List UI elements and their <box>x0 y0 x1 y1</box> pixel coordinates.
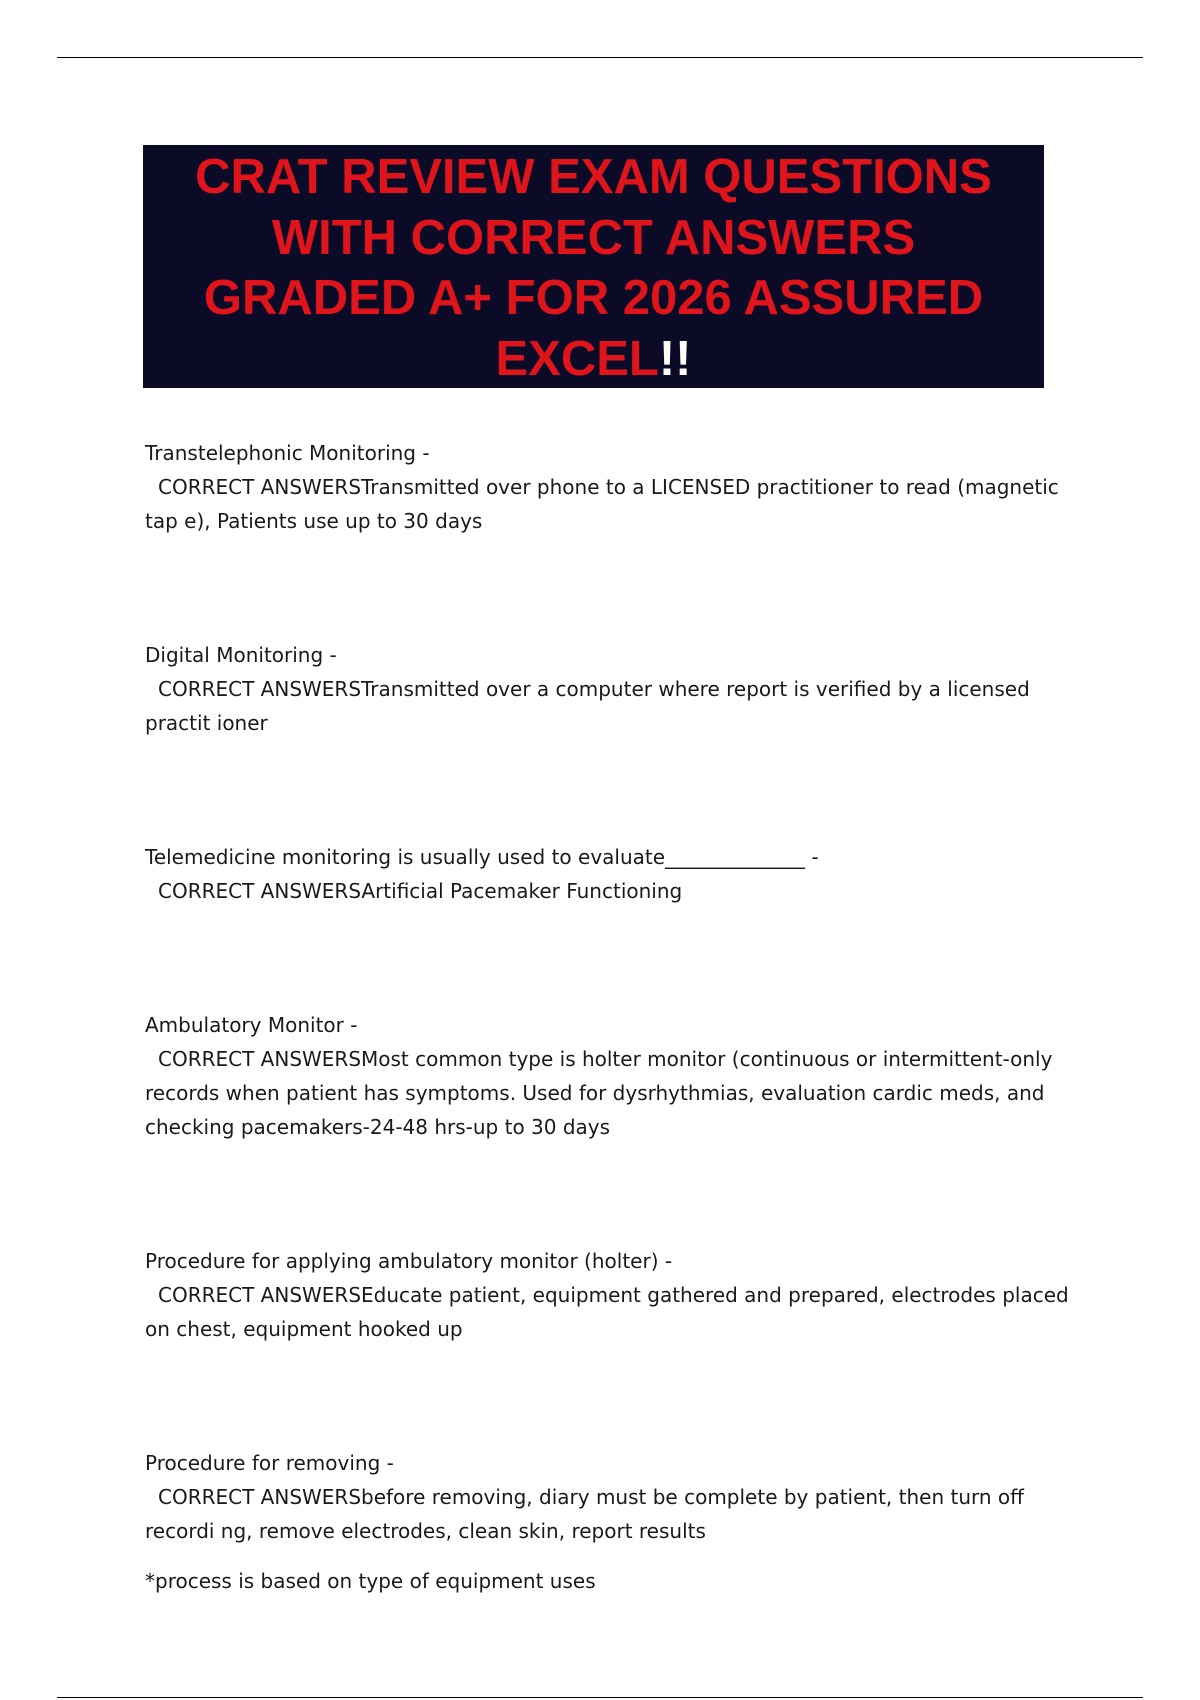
answer-text: CORRECT ANSWERSbefore removing, diary must be complete by patient, then turn off recordi ng, remove electrodes, clean skin, report results <box>145 1485 1024 1543</box>
title-line-4-text: EXCEL <box>495 331 659 386</box>
qa-item <box>145 1244 1090 1346</box>
qa-item <box>145 436 1090 538</box>
question-text: Digital Monitoring - <box>145 643 337 667</box>
answer-note: *process is based on type of equipment uses <box>145 1569 596 1593</box>
qa-list <box>145 436 1090 1598</box>
title-line-4 <box>143 329 1044 390</box>
question-text: Telemedicine monitoring is usually used to evaluate______________ - <box>145 845 819 869</box>
title-exclaim: !! <box>658 331 692 386</box>
answer-text: CORRECT ANSWERSArtificial Pacemaker Functioning <box>158 879 683 903</box>
top-rule <box>57 57 1143 58</box>
title-banner <box>143 145 1044 388</box>
title-line-3: GRADED A+ FOR 2026 ASSURED <box>203 271 984 325</box>
question-text: Transtelephonic Monitoring - <box>145 441 430 465</box>
question-text: Procedure for applying ambulatory monitor (holter) - <box>145 1249 673 1273</box>
question-text: Ambulatory Monitor - <box>145 1013 358 1037</box>
title-line-2: WITH CORRECT ANSWERS <box>271 210 916 265</box>
qa-item <box>145 1008 1090 1144</box>
answer-text: CORRECT ANSWERSMost common type is holter monitor (continuous or intermittent-only records when patient has symptoms. Used for dysrhythmias, evaluation cardic meds, and checking pacemakers-24-48 hrs-up to 30 days <box>145 1047 1053 1139</box>
answer-text: CORRECT ANSWERSTransmitted over a computer where report is verified by a licensed practit ioner <box>145 677 1030 735</box>
title-line-1: CRAT REVIEW EXAM QUESTIONS <box>195 150 992 204</box>
qa-item <box>145 638 1090 740</box>
qa-item <box>145 1446 1090 1598</box>
bottom-rule <box>57 1697 1143 1698</box>
qa-item <box>145 840 1090 908</box>
answer-text: CORRECT ANSWERSEducate patient, equipment gathered and prepared, electrodes placed on chest, equipment hooked up <box>145 1283 1069 1341</box>
question-text: Procedure for removing - <box>145 1451 394 1475</box>
answer-text: CORRECT ANSWERSTransmitted over phone to a LICENSED practitioner to read (magnetic tap e), Patients use up to 30 days <box>145 475 1059 533</box>
